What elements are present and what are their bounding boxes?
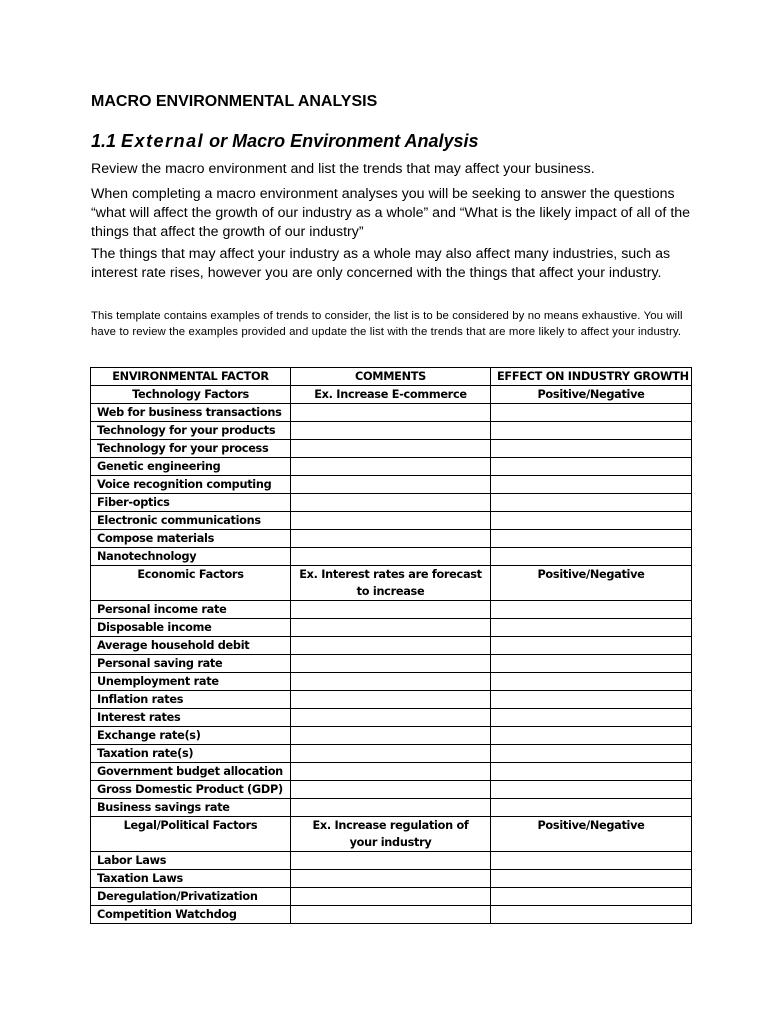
effect-cell[interactable] [491,691,692,709]
effect-cell[interactable] [491,458,692,476]
group-row [91,817,692,852]
table-row [91,763,692,781]
comment-cell[interactable] [291,494,491,512]
table-row [91,781,692,799]
comment-cell[interactable] [291,799,491,817]
table-row [91,530,692,548]
header-comments: COMMENTS [291,368,491,386]
table-row [91,512,692,530]
comment-cell[interactable] [291,422,491,440]
document-title: MACRO ENVIRONMENTAL ANALYSIS [91,93,378,110]
group-factor-cell: Technology Factors [91,386,291,404]
effect-cell[interactable] [491,548,692,566]
table-row [91,422,692,440]
section-heading [91,131,479,152]
factor-cell: Fiber-optics [91,494,291,512]
comment-cell[interactable] [291,458,491,476]
factor-cell: Unemployment rate [91,673,291,691]
effect-cell[interactable] [491,601,692,619]
effect-cell[interactable] [491,745,692,763]
comment-cell[interactable] [291,888,491,906]
header-effect: EFFECT ON INDUSTRY GROWTH [491,368,692,386]
table-row [91,745,692,763]
factor-cell: Electronic communications [91,512,291,530]
table-row [91,673,692,691]
comment-cell[interactable] [291,512,491,530]
table-row [91,888,692,906]
factor-cell: Taxation Laws [91,870,291,888]
scope-paragraph: The things that may affect your industry as a whole may also affect many industries, such as interest rate rises, however you are only concerned with the things that affect your industry. [91,246,671,281]
table-row [91,637,692,655]
effect-cell[interactable] [491,906,692,924]
table-row [91,852,692,870]
group-effect-cell: Positive/Negative [491,386,692,404]
effect-cell[interactable] [491,727,692,745]
comment-cell[interactable] [291,673,491,691]
table-row [91,458,692,476]
factor-cell: Government budget allocation [91,763,291,781]
table-row [91,548,692,566]
effect-cell[interactable] [491,763,692,781]
factor-cell: Genetic engineering [91,458,291,476]
table-row [91,870,692,888]
effect-cell[interactable] [491,494,692,512]
comment-cell[interactable] [291,601,491,619]
effect-cell[interactable] [491,404,692,422]
group-row [91,386,692,404]
group-factor-cell: Economic Factors [91,566,291,601]
comment-cell[interactable] [291,870,491,888]
table-row [91,619,692,637]
comment-cell[interactable] [291,637,491,655]
factor-cell: Competition Watchdog [91,906,291,924]
table-row [91,727,692,745]
group-comment-cell: Ex. Interest rates are forecast to increase [291,566,491,601]
factor-cell: Disposable income [91,619,291,637]
table-row [91,494,692,512]
effect-cell[interactable] [491,781,692,799]
factor-cell: Nanotechnology [91,548,291,566]
factor-cell: Inflation rates [91,691,291,709]
table-row [91,709,692,727]
factor-cell: Technology for your process [91,440,291,458]
effect-cell[interactable] [491,637,692,655]
factor-cell: Personal saving rate [91,655,291,673]
questions-paragraph: When completing a macro environment analyses you will be seeking to answer the questions “what will affect the growth of our industry as a whole” and “What is the likely impact of all of the things that affect the growth of our industry” [91,186,691,240]
factor-cell: Business savings rate [91,799,291,817]
group-factor-cell: Legal/Political Factors [91,817,291,852]
effect-cell[interactable] [491,852,692,870]
table-row [91,404,692,422]
template-note: This template contains examples of trends to consider, the list is to be considered by no means exhaustive. You will have to review the examples provided and update the list with the trends that are more likely to affect your industry. [91,310,683,338]
comment-cell[interactable] [291,781,491,799]
comment-cell[interactable] [291,852,491,870]
effect-cell[interactable] [491,440,692,458]
table-row [91,906,692,924]
factor-cell: Average household debit [91,637,291,655]
table-row [91,655,692,673]
effect-cell[interactable] [491,655,692,673]
table-row [91,476,692,494]
effect-cell[interactable] [491,870,692,888]
table-row [91,799,692,817]
group-comment-cell: Ex. Increase E-commerce [291,386,491,404]
comment-cell[interactable] [291,709,491,727]
comment-cell[interactable] [291,476,491,494]
effect-cell[interactable] [491,512,692,530]
comment-cell[interactable] [291,404,491,422]
effect-cell[interactable] [491,709,692,727]
table-row [91,691,692,709]
factor-cell: Technology for your products [91,422,291,440]
factor-cell: Web for business transactions [91,404,291,422]
factor-cell: Deregulation/Privatization [91,888,291,906]
group-comment-cell: Ex. Increase regulation of your industry [291,817,491,852]
group-effect-cell: Positive/Negative [491,817,692,852]
comment-cell[interactable] [291,655,491,673]
group-row [91,566,692,601]
factor-cell: Personal income rate [91,601,291,619]
table-row [91,440,692,458]
effect-cell[interactable] [491,673,692,691]
effect-cell[interactable] [491,888,692,906]
section-number: 1.1 [91,131,117,151]
factor-cell: Taxation rate(s) [91,745,291,763]
table-row [91,601,692,619]
comment-cell[interactable] [291,548,491,566]
comment-cell[interactable] [291,745,491,763]
factor-cell: Labor Laws [91,852,291,870]
comment-cell[interactable] [291,440,491,458]
header-environmental-factor: ENVIRONMENTAL FACTOR [91,368,291,386]
intro-paragraph: Review the macro environment and list the trends that may affect your business. [91,161,595,177]
effect-cell[interactable] [491,476,692,494]
effect-cell[interactable] [491,530,692,548]
factor-cell: Interest rates [91,709,291,727]
group-effect-cell: Positive/Negative [491,566,692,601]
effect-cell[interactable] [491,619,692,637]
comment-cell[interactable] [291,691,491,709]
section-heading-rest: or Macro Environment Analysis [209,131,479,151]
effect-cell[interactable] [491,799,692,817]
comment-cell[interactable] [291,763,491,781]
comment-cell[interactable] [291,906,491,924]
table-body [91,386,692,924]
factor-cell: Exchange rate(s) [91,727,291,745]
environmental-factors-table [90,367,692,924]
section-heading-spaced: External [121,131,205,151]
table-header-row [91,368,692,386]
comment-cell[interactable] [291,530,491,548]
factor-cell: Compose materials [91,530,291,548]
comment-cell[interactable] [291,619,491,637]
factor-cell: Voice recognition computing [91,476,291,494]
effect-cell[interactable] [491,422,692,440]
comment-cell[interactable] [291,727,491,745]
factor-cell: Gross Domestic Product (GDP) [91,781,291,799]
